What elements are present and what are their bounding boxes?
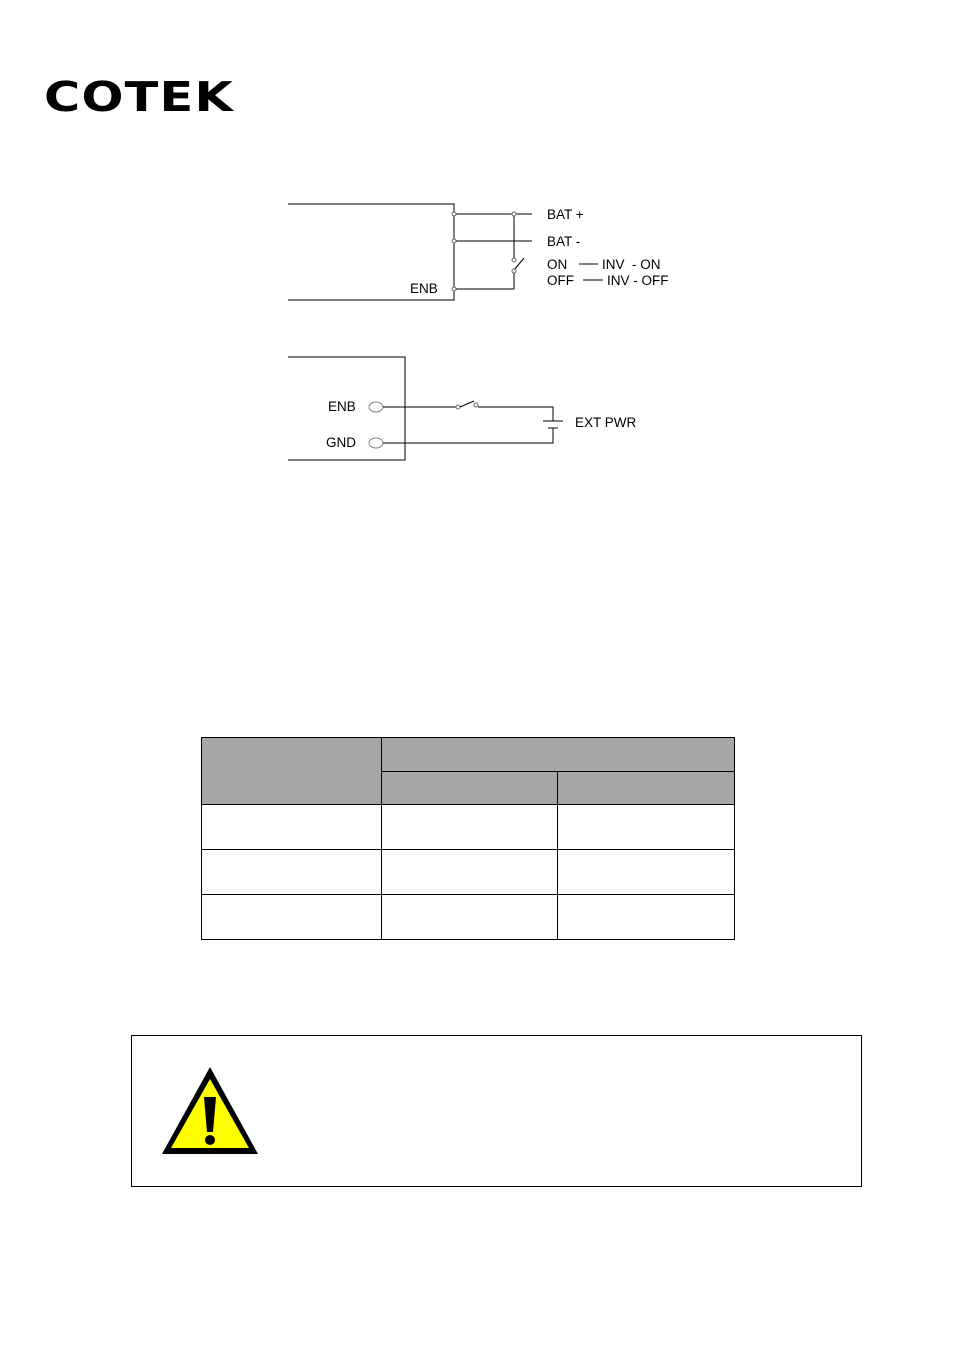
label-bat-plus: BAT + <box>547 207 584 222</box>
wiring-diagram-battery-switch <box>270 190 710 310</box>
label-on-state: INV - ON <box>602 257 661 272</box>
label-on: ON <box>547 257 568 272</box>
label-ext-pwr: EXT PWR <box>575 415 637 430</box>
wiring-diagram-external-power <box>270 345 670 470</box>
table-cell <box>382 850 558 895</box>
table-cell <box>202 850 382 895</box>
table-cell <box>382 895 558 940</box>
table-row <box>202 805 735 850</box>
table-row <box>202 850 735 895</box>
table-cell <box>202 805 382 850</box>
label-off-state: INV - OFF <box>607 273 669 288</box>
label-gnd: GND <box>326 435 356 450</box>
table-cell <box>558 805 735 850</box>
table-cell <box>202 895 382 940</box>
label-off: OFF <box>547 273 574 288</box>
table-subheader-cell <box>382 772 558 805</box>
table-cell <box>558 850 735 895</box>
spec-table <box>201 737 735 940</box>
label-enb: ENB <box>328 399 356 414</box>
table-header-cell <box>382 738 735 772</box>
label-enb: ENB <box>410 281 438 296</box>
table-row <box>202 895 735 940</box>
warning-box <box>131 1035 862 1187</box>
cotek-logo <box>44 78 236 114</box>
table-cell <box>382 805 558 850</box>
logo-text: COTEK <box>44 78 236 114</box>
table-header-cell <box>202 738 382 805</box>
label-bat-minus: BAT - <box>547 234 581 249</box>
table-cell <box>558 895 735 940</box>
warning-triangle-icon <box>158 1064 262 1159</box>
table-subheader-cell <box>558 772 735 805</box>
